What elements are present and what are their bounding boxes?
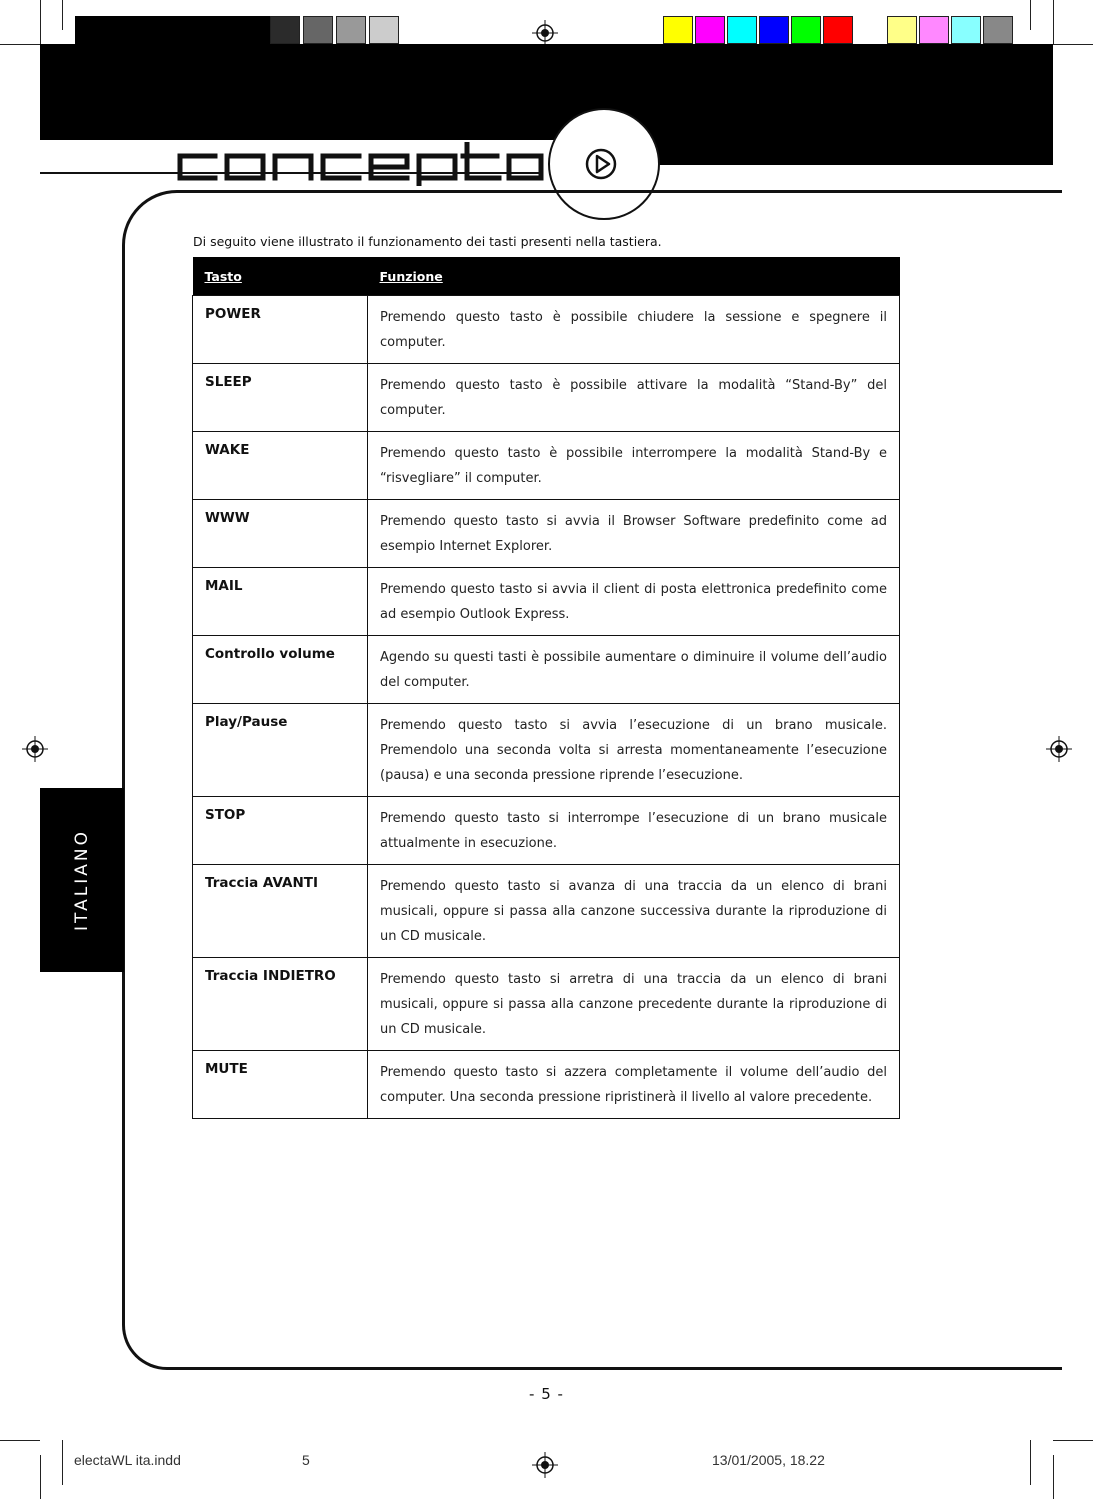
key-name: MUTE bbox=[193, 1051, 368, 1119]
table-row bbox=[193, 704, 900, 797]
crop-mark bbox=[62, 1440, 63, 1485]
crop-mark bbox=[62, 0, 63, 30]
language-label: ITALIANO bbox=[72, 829, 93, 931]
color-swatch bbox=[369, 16, 399, 44]
key-name: STOP bbox=[193, 797, 368, 865]
key-name: WWW bbox=[193, 500, 368, 568]
table-row bbox=[193, 432, 900, 500]
footer-timestamp: 13/01/2005, 18.22 bbox=[712, 1452, 825, 1468]
crop-mark bbox=[0, 1440, 40, 1441]
key-description: Premendo questo tasto si arretra di una traccia da un elenco di brani musicali, oppure si passa alla canzone precedente durante la riproduzione di un CD musicale. bbox=[368, 958, 900, 1051]
play-circle-icon bbox=[585, 148, 617, 180]
key-name: Traccia INDIETRO bbox=[193, 958, 368, 1051]
crop-mark bbox=[0, 44, 40, 45]
crop-mark bbox=[1030, 0, 1031, 30]
key-description: Premendo questo tasto è possibile interrompere la modalità Stand-By e “risvegliare” il computer. bbox=[368, 432, 900, 500]
color-swatch bbox=[270, 16, 300, 44]
crop-mark bbox=[1030, 1440, 1031, 1485]
registration-mark-icon bbox=[532, 1452, 558, 1478]
header-funzione: Funzione bbox=[368, 257, 900, 296]
keys-table bbox=[192, 257, 900, 1119]
crop-mark bbox=[40, 1455, 41, 1499]
table-row bbox=[193, 296, 900, 364]
color-swatch bbox=[336, 16, 366, 44]
intro-text: Di seguito viene illustrato il funzionamento dei tasti presenti nella tastiera. bbox=[193, 234, 662, 249]
black-swatch bbox=[75, 16, 270, 44]
color-swatch bbox=[983, 16, 1013, 44]
key-name: POWER bbox=[193, 296, 368, 364]
color-swatch bbox=[791, 16, 821, 44]
table-row bbox=[193, 958, 900, 1051]
color-swatch bbox=[727, 16, 757, 44]
key-name: Traccia AVANTI bbox=[193, 865, 368, 958]
color-swatch bbox=[402, 16, 432, 44]
footer-page: 5 bbox=[302, 1452, 310, 1468]
table-row bbox=[193, 500, 900, 568]
header-tasto: Tasto bbox=[193, 257, 368, 296]
color-swatch bbox=[951, 16, 981, 44]
table-row bbox=[193, 797, 900, 865]
footer-filename: electaWL ita.indd bbox=[74, 1452, 181, 1468]
table-row bbox=[193, 364, 900, 432]
key-name: Play/Pause bbox=[193, 704, 368, 797]
key-description: Premendo questo tasto si avvia l’esecuzione di un brano musicale. Premendolo una seconda volta si arresta momentaneamente l’esecuzione (pausa) e una seconda pressione riprende l’esecuzione. bbox=[368, 704, 900, 797]
key-name: Controllo volume bbox=[193, 636, 368, 704]
crop-mark bbox=[1053, 1455, 1054, 1499]
key-description: Premendo questo tasto si avanza di una traccia da un elenco di brani musicali, oppure si passa alla canzone successiva durante la riproduzione di un CD musicale. bbox=[368, 865, 900, 958]
key-name: MAIL bbox=[193, 568, 368, 636]
crop-mark bbox=[1053, 0, 1054, 44]
key-name: SLEEP bbox=[193, 364, 368, 432]
key-description: Premendo questo tasto è possibile chiudere la sessione e spegnere il computer. bbox=[368, 296, 900, 364]
color-swatch bbox=[887, 16, 917, 44]
key-description: Premendo questo tasto si avvia il Browser Software predefinito come ad esempio Internet Explorer. bbox=[368, 500, 900, 568]
key-description: Premendo questo tasto si avvia il client di posta elettronica predefinito come ad esempio Outlook Express. bbox=[368, 568, 900, 636]
page-number: - 5 - bbox=[529, 1385, 564, 1403]
table-row bbox=[193, 568, 900, 636]
crop-mark bbox=[40, 0, 41, 44]
key-description: Premendo questo tasto si azzera completamente il volume dell’audio del computer. Una seconda pressione ripristinerà il livello al valore precedente. bbox=[368, 1051, 900, 1119]
color-swatch bbox=[855, 16, 885, 44]
color-swatch bbox=[919, 16, 949, 44]
color-swatch bbox=[759, 16, 789, 44]
key-name: WAKE bbox=[193, 432, 368, 500]
crop-mark bbox=[1053, 1440, 1093, 1441]
concepto-logo bbox=[175, 142, 545, 186]
crop-mark bbox=[1053, 44, 1093, 45]
color-swatch bbox=[663, 16, 693, 44]
key-description: Agendo su questi tasti è possibile aumentare o diminuire il volume dell’audio del computer. bbox=[368, 636, 900, 704]
color-swatch bbox=[303, 16, 333, 44]
table-row bbox=[193, 1051, 900, 1119]
table-row bbox=[193, 636, 900, 704]
table-header-row bbox=[193, 257, 900, 296]
registration-mark-icon bbox=[22, 736, 48, 762]
key-description: Premendo questo tasto è possibile attivare la modalità “Stand-By” del computer. bbox=[368, 364, 900, 432]
color-swatch bbox=[823, 16, 853, 44]
table-row bbox=[193, 865, 900, 958]
color-swatch bbox=[695, 16, 725, 44]
registration-mark-icon bbox=[532, 20, 558, 46]
key-description: Premendo questo tasto si interrompe l’esecuzione di un brano musicale attualmente in esecuzione. bbox=[368, 797, 900, 865]
